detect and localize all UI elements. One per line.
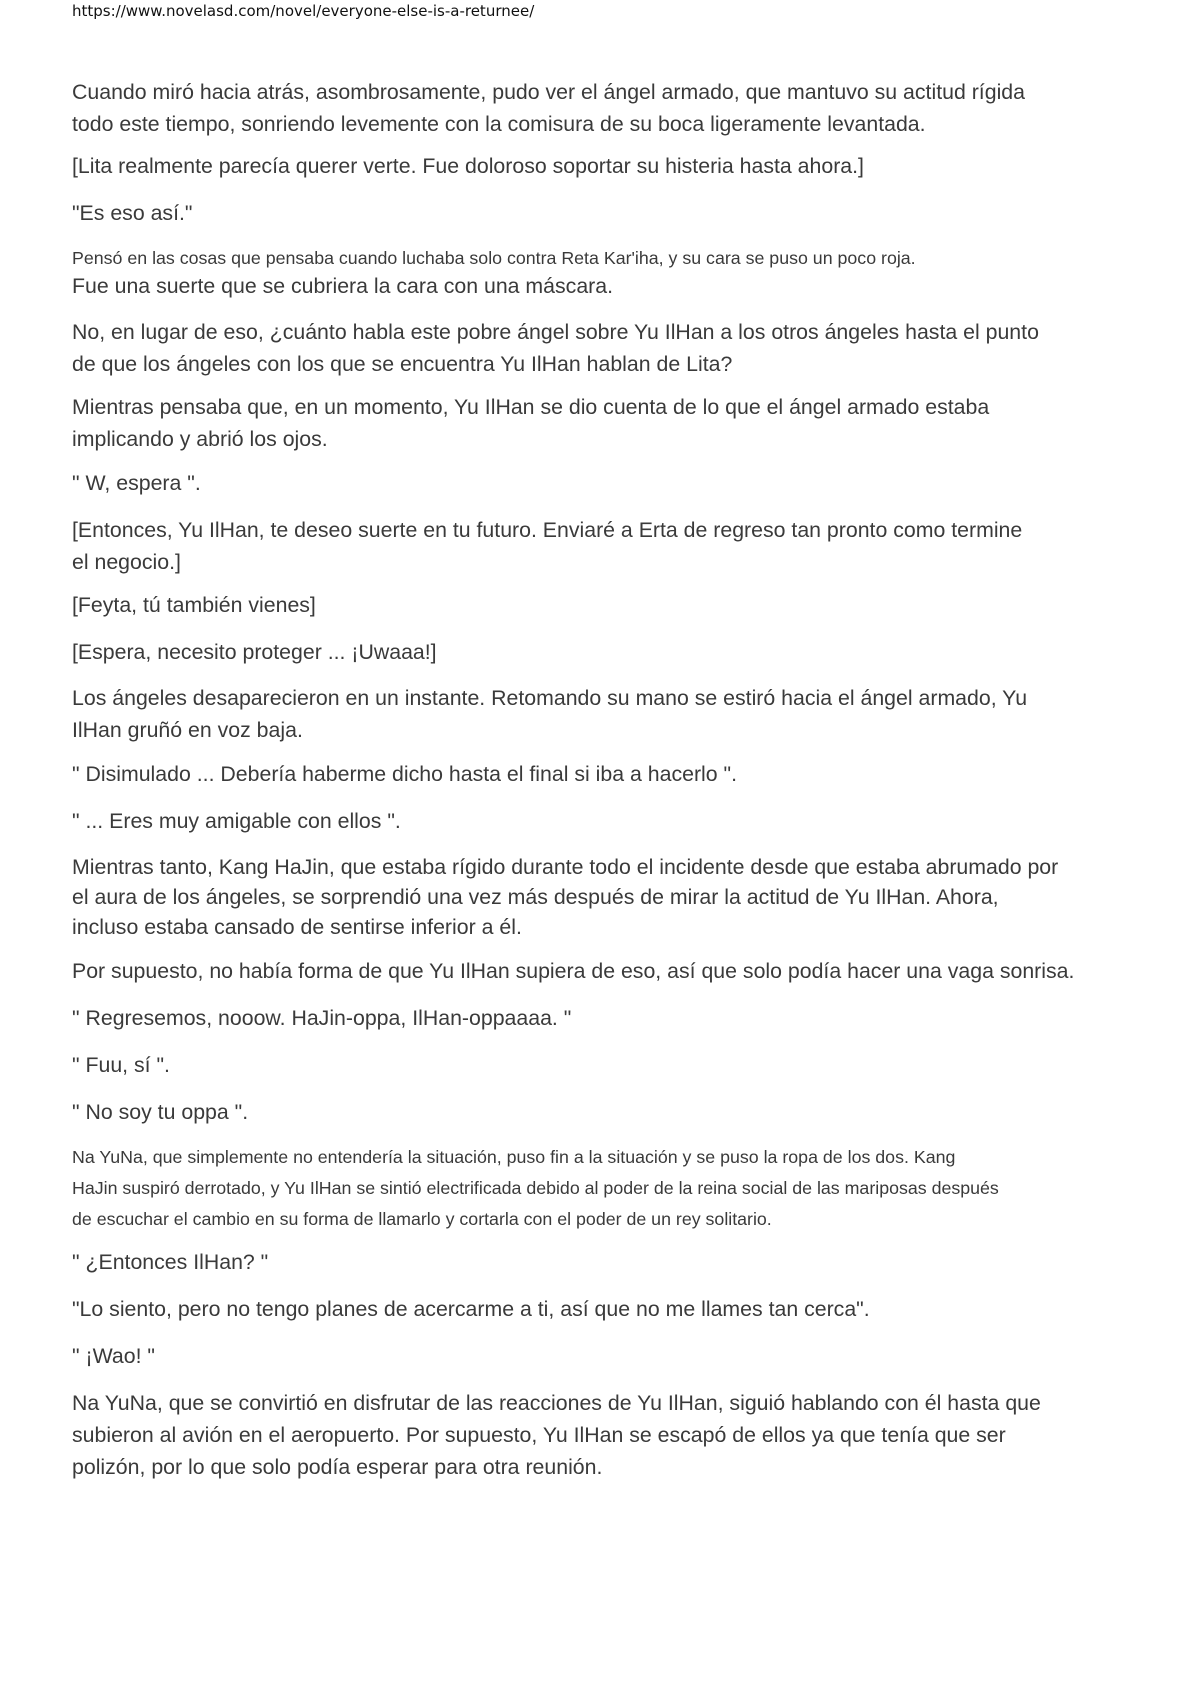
paragraph: " W, espera ". bbox=[72, 471, 201, 495]
paragraph: [Espera, necesito proteger ... ¡Uwaaa!] bbox=[72, 640, 437, 664]
paragraph: Fue una suerte que se cubriera la cara con una máscara. bbox=[72, 274, 614, 298]
paragraph: " Regresemos, nooow. HaJin-oppa, IlHan-oppaaaa. " bbox=[72, 1006, 572, 1030]
paragraph: " Disimulado ... Debería haberme dicho hasta el final si iba a hacerlo ". bbox=[72, 762, 738, 786]
paragraph: Los ángeles desaparecieron en un instante. Retomando su mano se estiró hacia el ángel armado, Yu IlHan gruñó en voz baja. bbox=[72, 686, 1028, 742]
document-body bbox=[72, 76, 1132, 1483]
paragraph: Pensó en las cosas que pensaba cuando luchaba solo contra Reta Kar'iha, y su cara se puso un poco roja. bbox=[72, 248, 916, 268]
paragraph: Mientras tanto, Kang HaJin, que estaba rígido durante todo el incidente desde que estaba abrumado por el aura de los ángeles, se sorprendió una vez más después de mirar la actitud de Yu IlHan. Ahora, incluso estaba cansado de sentirse inferior a él. bbox=[72, 855, 1059, 939]
paragraph: [Lita realmente parecía querer verte. Fue doloroso soportar su histeria hasta ahora.] bbox=[72, 154, 864, 178]
paragraph: [Entonces, Yu IlHan, te deseo suerte en tu futuro. Enviaré a Erta de regreso tan pronto como termine el negocio.] bbox=[72, 518, 1023, 574]
paragraph: Cuando miró hacia atrás, asombrosamente, pudo ver el ángel armado, que mantuvo su actitud rígida todo este tiempo, sonriendo levemente con la comisura de su boca ligeramente levantada. bbox=[72, 80, 1025, 136]
paragraph: "Es eso así." bbox=[72, 201, 193, 225]
page-url: https://www.novelasd.com/novel/everyone-else-is-a-returnee/ bbox=[72, 2, 535, 20]
paragraph: Por supuesto, no había forma de que Yu IlHan supiera de eso, así que solo podía hacer una vaga sonrisa. bbox=[72, 959, 1075, 983]
paragraph: " ¡Wao! " bbox=[72, 1344, 155, 1368]
paragraph: No, en lugar de eso, ¿cuánto habla este pobre ángel sobre Yu IlHan a los otros ángeles hasta el punto de que los ángeles con los que se encuentra Yu IlHan hablan de Lita? bbox=[72, 320, 1039, 376]
paragraph: " ... Eres muy amigable con ellos ". bbox=[72, 809, 401, 833]
paragraph: Na YuNa, que se convirtió en disfrutar de las reacciones de Yu IlHan, siguió hablando con él hasta que subieron al avión en el aeropuerto. Por supuesto, Yu IlHan se escapó de ellos ya que tenía que ser polizón, por lo que solo podía esperar para otra reunión. bbox=[72, 1391, 1041, 1479]
paragraph: Na YuNa, que simplemente no entendería la situación, puso fin a la situación y se puso la ropa de los dos. Kang HaJin suspiró derrotado, y Yu IlHan se sintió electrificada debido al poder de la reina social de las mariposas después de escuchar el cambio en su forma de llamarlo y cortarla con el poder de un rey solitario. bbox=[72, 1147, 999, 1229]
paragraph: Mientras pensaba que, en un momento, Yu IlHan se dio cuenta de lo que el ángel armado estaba implicando y abrió los ojos. bbox=[72, 395, 990, 451]
paragraph: " No soy tu oppa ". bbox=[72, 1100, 249, 1124]
paragraph: " Fuu, sí ". bbox=[72, 1053, 170, 1077]
paragraph: [Feyta, tú también vienes] bbox=[72, 593, 316, 617]
paragraph: "Lo siento, pero no tengo planes de acercarme a ti, así que no me llames tan cerca". bbox=[72, 1297, 870, 1321]
paragraph: " ¿Entonces IlHan? " bbox=[72, 1250, 269, 1274]
